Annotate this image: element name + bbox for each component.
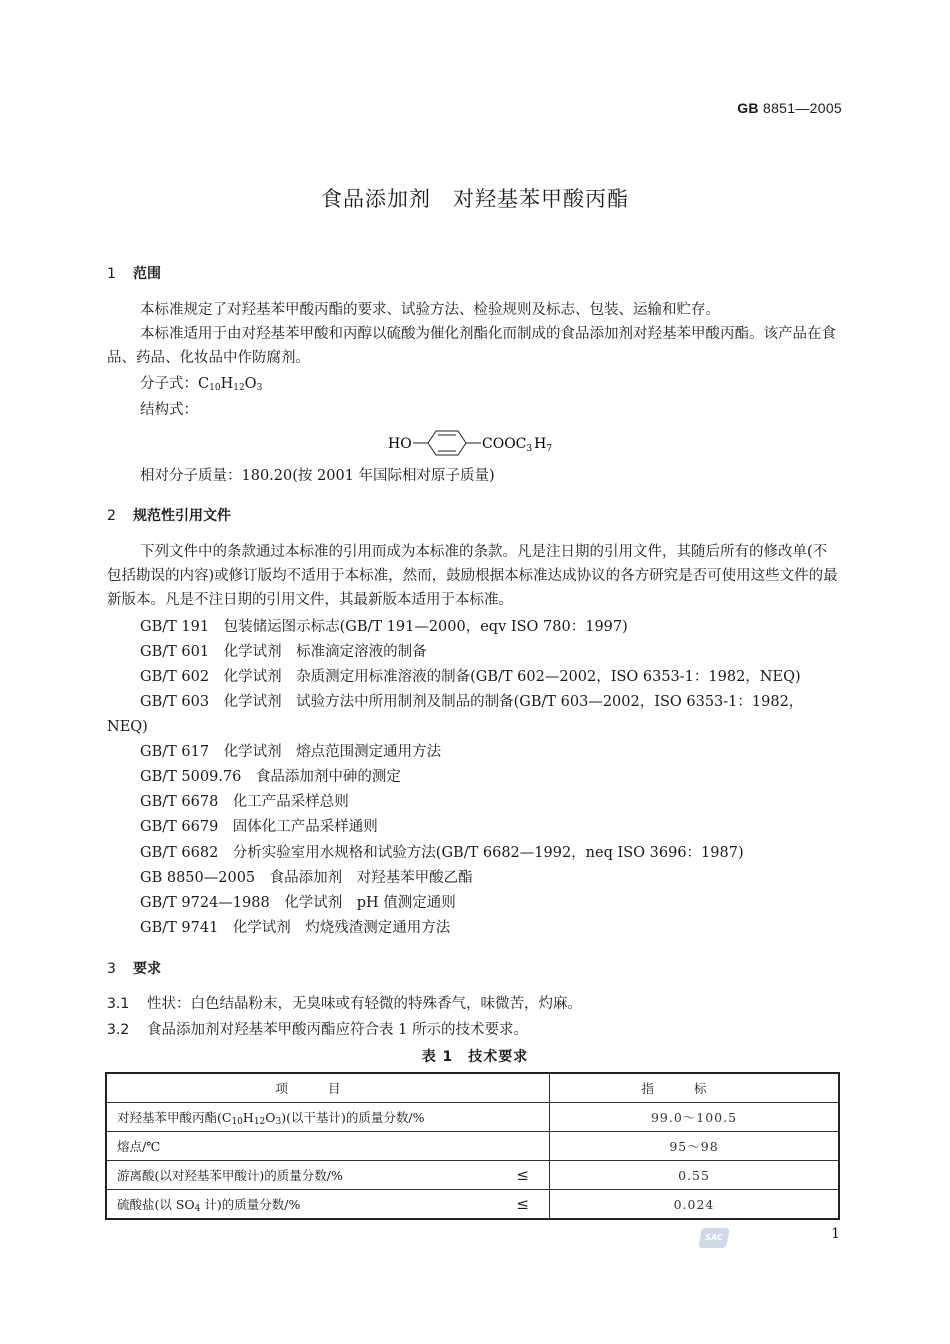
section-title: 规范性引用文件 (133, 508, 231, 524)
item-sub: 3 (275, 1116, 282, 1127)
row-value: 0.024 (550, 1190, 840, 1220)
sac-logo: SAC (698, 1228, 730, 1248)
standard-code-number: 8851—2005 (758, 100, 842, 116)
section-2-heading (107, 505, 231, 525)
section-1-heading (107, 263, 161, 283)
row-value: 99.0～100.5 (550, 1103, 840, 1132)
row-item: 熔点/℃ (106, 1132, 550, 1161)
clause-3-2 (107, 1018, 528, 1042)
paragraph: 下列文件中的条款通过本标准的引用而成为本标准的条款。凡是注日期的引用文件，其随后所有的修改单(不包括勘误的内容)或修订版均不适用于本标准，然而，鼓励根据本标准达成协议的各方研究是否可使用这些文件的最新版本。凡是不注日期的引用文件，其最新版本适用于本标准。 (107, 544, 838, 608)
reference-item: GB/T 6678 化工产品采样总则 (140, 794, 349, 810)
reference-item: GB/T 9724—1988 化学试剂 pH 值测定通则 (140, 895, 456, 911)
item-text: )(以干基计)的质量分数/% (281, 1109, 425, 1125)
section-number: 2 (107, 508, 116, 524)
structure-right-group (482, 436, 552, 454)
section-title: 范围 (133, 266, 161, 282)
item-sub: 10 (231, 1116, 243, 1127)
clause-number: 3.2 (107, 1022, 130, 1038)
column-header-value: 指标 (550, 1073, 840, 1103)
le-symbol: ≤ (516, 1194, 529, 1213)
clause-text: 食品添加剂对羟基苯甲酸丙酯应符合表 1 所示的技术要求。 (147, 1022, 528, 1038)
row-value: 0.55 (550, 1161, 840, 1190)
reference-item: GB/T 602 化学试剂 杂质测定用标准溶液的制备(GB/T 602—2002，ISO 6353-1：1982，NEQ) (140, 669, 801, 685)
section-number: 1 (107, 266, 116, 282)
paragraph: 本标准规定了对羟基苯甲酸丙酯的要求、试验方法、检验规则及标志、包装、运输和贮存。 (140, 302, 720, 318)
formula-sub: 10 (209, 383, 221, 393)
reference-item: GB/T 5009.76 食品添加剂中砷的测定 (140, 769, 401, 785)
item-text: H (242, 1109, 254, 1125)
item-sub: 12 (253, 1116, 266, 1127)
reference-item: GB/T 617 化学试剂 熔点范围测定通用方法 (140, 744, 442, 760)
row-item (106, 1190, 550, 1220)
formula-sub: 3 (256, 383, 263, 393)
section-title: 要求 (133, 961, 161, 977)
molecular-formula (140, 372, 262, 400)
row-value: 95～98 (550, 1132, 840, 1161)
table-row (106, 1103, 839, 1132)
row-item (106, 1161, 550, 1190)
item-text: O (265, 1109, 276, 1125)
reference-item-continued: NEQ) (107, 719, 148, 735)
item-text: 计)的质量分数/% (200, 1196, 301, 1212)
formula-label: 分子式： (140, 376, 198, 392)
clause-3-1 (107, 992, 582, 1016)
section-number: 3 (107, 961, 116, 977)
structure-label: 结构式： (140, 402, 198, 418)
clause-number: 3.1 (107, 996, 130, 1012)
reference-item: GB 8850—2005 食品添加剂 对羟基苯甲酸乙酯 (140, 870, 473, 886)
clause-text: 性状：白色结晶粉末，无臭味或有轻微的特殊香气，味微苦，灼麻。 (147, 996, 582, 1012)
formula-part: O (244, 376, 257, 392)
page-number: 1 (831, 1226, 840, 1242)
le-symbol: ≤ (516, 1166, 529, 1184)
molecular-mass: 相对分子质量：180.20(按 2001 年国际相对原子质量) (140, 468, 495, 484)
reference-item: GB/T 601 化学试剂 标准滴定溶液的制备 (140, 644, 427, 660)
row-item (106, 1103, 550, 1132)
item-text: 游离酸(以对羟基苯甲酸计)的质量分数/% (117, 1168, 343, 1183)
structure-left-group: HO (388, 436, 412, 452)
table-row (106, 1132, 839, 1161)
column-header-item: 项目 (106, 1073, 550, 1103)
table-row (106, 1190, 839, 1220)
technical-requirements-table (105, 1072, 840, 1220)
structural-formula (388, 426, 568, 462)
reference-item: GB/T 9741 化学试剂 灼烧残渣测定通用方法 (140, 920, 451, 936)
formula-sub: 12 (233, 383, 245, 393)
paragraph: 本标准适用于由对羟基苯甲酸和丙醇以硫酸为催化剂酯化而制成的食品添加剂对羟基苯甲酸丙酯。该产品在食品、药品、化妆品中作防腐剂。 (107, 326, 836, 366)
reference-item: GB/T 6682 分析实验室用水规格和试验方法(GB/T 6682—1992，neq ISO 3696：1987) (140, 845, 744, 861)
table-caption: 表 1 技术要求 (421, 1049, 529, 1065)
group-sub: 7 (546, 444, 553, 454)
reference-item: GB/T 6679 固体化工产品采样通则 (140, 819, 378, 835)
table-header-row (106, 1073, 839, 1103)
document-title: 食品添加剂 对羟基苯甲酸丙酯 (321, 187, 629, 211)
group-sub: 3 (526, 444, 533, 454)
item-sub: 4 (194, 1203, 201, 1214)
section-3-heading (107, 958, 161, 978)
reference-item: GB/T 191 包装储运图示标志(GB/T 191—2000，eqv ISO 780：1997) (140, 619, 628, 635)
standard-code-prefix: GB (737, 100, 759, 116)
formula-part: H (220, 376, 234, 392)
item-text: 对羟基苯甲酸丙酯(C (117, 1109, 232, 1125)
formula-part: C (198, 376, 210, 392)
group-part: H (534, 436, 547, 452)
table-row (106, 1161, 839, 1190)
item-text: 硫酸盐(以 SO (117, 1196, 195, 1212)
group-part: COOC (482, 436, 527, 452)
standard-code (737, 100, 842, 116)
reference-item: GB/T 603 化学试剂 试验方法中所用制剂及制品的制备(GB/T 603—2002，ISO 6353-1：1982， (140, 694, 804, 710)
